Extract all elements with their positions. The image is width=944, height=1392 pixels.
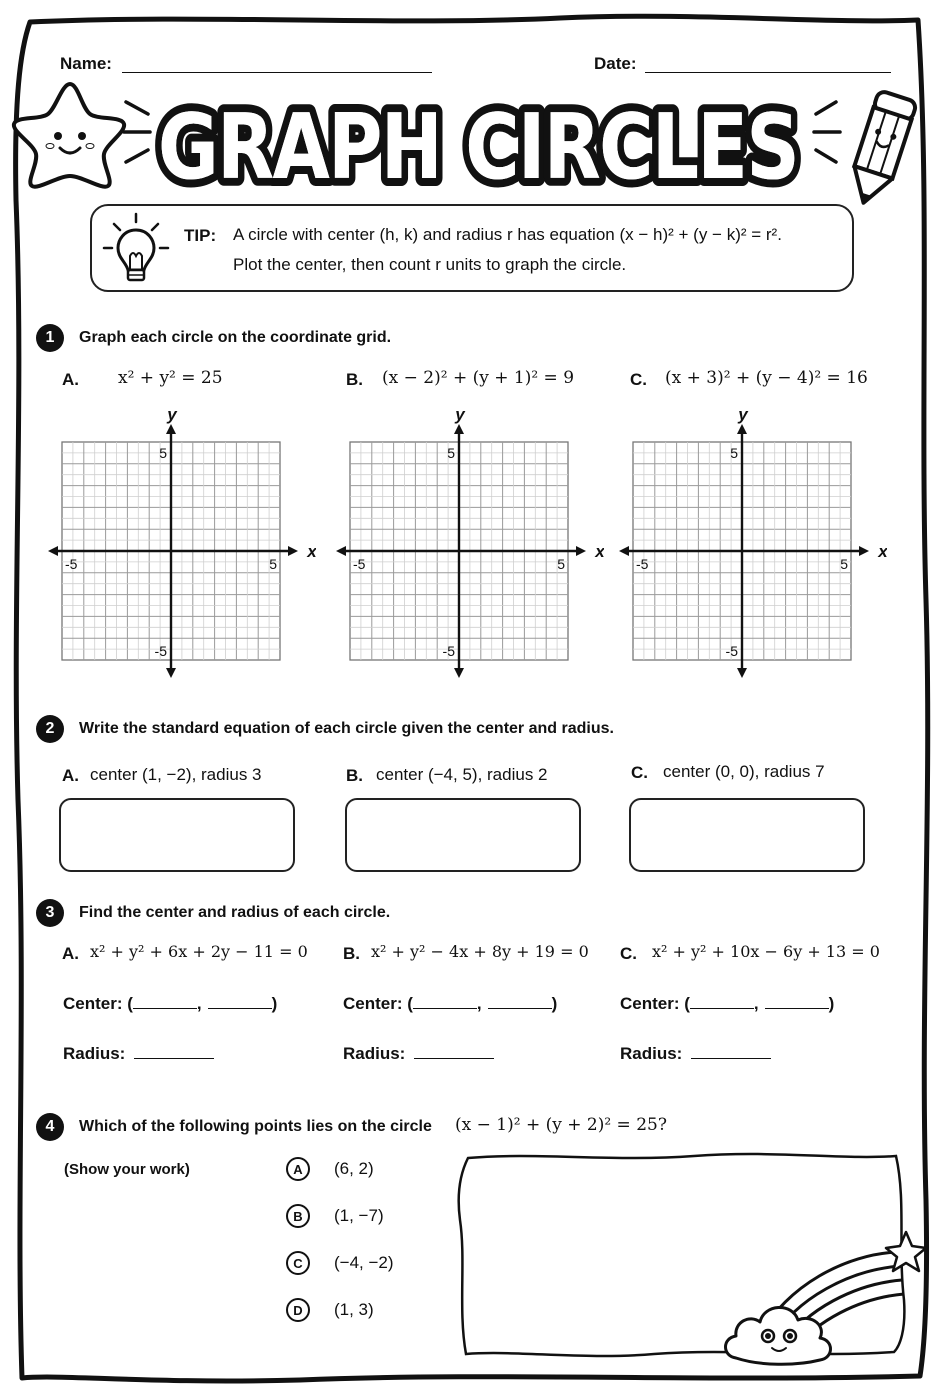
y-axis-arrow-up: [166, 424, 176, 434]
option-a-value: (6, 2): [334, 1159, 374, 1178]
q3b-center-label: Center:: [343, 994, 403, 1013]
tick-label-x-max: 5: [557, 556, 565, 572]
q1a-equation: x² + y² = 25: [118, 368, 223, 388]
q3c-center-k-blank[interactable]: [765, 1008, 829, 1009]
q2c-letter: C.: [631, 763, 648, 782]
star-mascot-icon: [8, 78, 128, 190]
title-fill-text: GRAPH CIRCLES: [158, 95, 798, 196]
rainbow-cloud-icon: [716, 1226, 928, 1376]
q3c-center-h-blank[interactable]: [690, 1008, 754, 1009]
q3b-radius-blank[interactable]: [414, 1058, 494, 1059]
y-axis-arrow-down: [737, 668, 747, 678]
q1c-letter: C.: [630, 370, 647, 389]
x-axis-arrow-right: [859, 546, 869, 556]
q1-prompt: Graph each circle on the coordinate grid.: [79, 329, 392, 346]
x-axis-arrow-left: [48, 546, 58, 556]
grid-svg: [334, 404, 604, 679]
option-c-value: (−4, −2): [334, 1253, 394, 1272]
tick-label-y-max: 5: [730, 445, 738, 461]
tick-label-x-min: -5: [636, 556, 649, 572]
name-field[interactable]: [122, 72, 432, 73]
q3c-equation: x² + y² + 10x − 6y + 13 = 0: [652, 942, 880, 961]
tick-label-x-min: -5: [353, 556, 366, 572]
q3a-center-h-blank[interactable]: [133, 1008, 197, 1009]
grid-svg: [46, 404, 316, 679]
close-paren: ): [271, 994, 278, 1013]
q3c-radius-row: [620, 1044, 771, 1064]
q4-equation: (x − 1)² + (y + 2)² = 25?: [455, 1115, 667, 1135]
tick-label-y-min: -5: [725, 643, 738, 659]
q3c-radius-label: Radius:: [620, 1044, 683, 1063]
tick-label-y-max: 5: [447, 445, 455, 461]
close-paren: ): [551, 994, 558, 1013]
q3b-center-h-blank[interactable]: [413, 1008, 477, 1009]
option-b-value: (1, −7): [334, 1206, 384, 1225]
q1c-equation: (x + 3)² + (y − 4)² = 16: [665, 368, 868, 388]
q3b-radius-label: Radius:: [343, 1044, 406, 1063]
q1-number-badge: 1: [36, 324, 64, 352]
q3a-letter: A.: [62, 944, 79, 963]
name-label: Name:: [60, 54, 112, 73]
q2a-letter: A.: [62, 766, 79, 785]
y-axis-arrow-down: [454, 668, 464, 678]
q3b-equation: x² + y² − 4x + 8y + 19 = 0: [371, 942, 589, 961]
q4-prompt: Which of the following points lies on the circle: [79, 1118, 432, 1135]
date-label: Date:: [594, 54, 637, 73]
comma: ,: [196, 994, 202, 1013]
title-outline-text: GRAPH CIRCLES: [158, 95, 798, 196]
tick-label-x-max: 5: [269, 556, 277, 572]
lightbulb-icon: [100, 210, 172, 290]
q3a-center-row: [63, 994, 277, 1014]
option-b-circle[interactable]: B: [286, 1204, 310, 1228]
y-axis-label: y: [167, 405, 177, 424]
option-d-value: (1, 3): [334, 1300, 374, 1319]
x-axis-label: x: [595, 542, 604, 561]
q3-prompt: Find the center and radius of each circle.: [79, 904, 391, 921]
grid-svg: [617, 404, 887, 679]
tip-label: TIP:: [184, 226, 217, 245]
q1a-letter: A.: [62, 370, 79, 389]
option-a-circle[interactable]: A: [286, 1157, 310, 1181]
x-axis-arrow-left: [336, 546, 346, 556]
x-axis-label: x: [307, 542, 316, 561]
y-axis-label: y: [455, 405, 465, 424]
q2b-text: center (−4, 5), radius 2: [376, 765, 548, 784]
q2a-answer-box[interactable]: [59, 798, 295, 872]
q2b-letter: B.: [346, 766, 363, 785]
q3-number-badge: 3: [36, 899, 64, 927]
q3a-center-k-blank[interactable]: [208, 1008, 272, 1009]
q2c-answer-box[interactable]: [629, 798, 865, 872]
q3b-radius-row: [343, 1044, 494, 1064]
x-axis-arrow-right: [288, 546, 298, 556]
comma: ,: [476, 994, 482, 1013]
q3a-radius-row: [63, 1044, 214, 1064]
x-axis-arrow-left: [619, 546, 629, 556]
tick-label-y-min: -5: [154, 643, 167, 659]
coordinate-grid-b[interactable]: [334, 404, 604, 684]
tick-label-x-min: -5: [65, 556, 78, 572]
q1b-letter: B.: [346, 370, 363, 389]
q3b-letter: B.: [343, 944, 360, 963]
date-field[interactable]: [645, 72, 891, 73]
q3a-center-label: Center:: [63, 994, 123, 1013]
q3c-center-label: Center:: [620, 994, 680, 1013]
q4-show-work: (Show your work): [64, 1161, 190, 1178]
q3c-center-row: [620, 994, 834, 1014]
y-axis-arrow-down: [166, 668, 176, 678]
tip-line-1: A circle with center (h, k) and radius r has equation (x − h)² + (y − k)² = r².: [233, 225, 782, 244]
q3c-letter: C.: [620, 944, 637, 963]
tip-line-2: Plot the center, then count r units to graph the circle.: [233, 255, 627, 274]
y-axis-arrow-up: [454, 424, 464, 434]
q4-number-badge: 4: [36, 1113, 64, 1141]
pencil-mascot-icon: [838, 76, 928, 216]
tick-label-y-max: 5: [159, 445, 167, 461]
comma: ,: [753, 994, 759, 1013]
option-c-circle[interactable]: C: [286, 1251, 310, 1275]
q3b-center-row: [343, 994, 557, 1014]
q2-number-badge: 2: [36, 715, 64, 743]
open-paren: (: [684, 994, 690, 1013]
open-paren: (: [127, 994, 133, 1013]
open-paren: (: [407, 994, 413, 1013]
x-axis-arrow-right: [576, 546, 586, 556]
q2b-answer-box[interactable]: [345, 798, 581, 872]
q3a-equation: x² + y² + 6x + 2y − 11 = 0: [90, 942, 308, 961]
y-axis-label: y: [738, 405, 748, 424]
q3c-radius-blank[interactable]: [691, 1058, 771, 1059]
worksheet-title: [148, 86, 808, 196]
tick-label-x-max: 5: [840, 556, 848, 572]
q3a-radius-label: Radius:: [63, 1044, 126, 1063]
coordinate-grid-a[interactable]: [46, 404, 316, 684]
option-d-circle[interactable]: D: [286, 1298, 310, 1322]
q1b-equation: (x − 2)² + (y + 1)² = 9: [382, 368, 575, 388]
y-axis-arrow-up: [737, 424, 747, 434]
q2c-text: center (0, 0), radius 7: [663, 762, 825, 781]
coordinate-grid-c[interactable]: [617, 404, 887, 684]
q3b-center-k-blank[interactable]: [488, 1008, 552, 1009]
q2-prompt: Write the standard equation of each circle given the center and radius.: [79, 720, 614, 737]
close-paren: ): [828, 994, 835, 1013]
tick-label-y-min: -5: [442, 643, 455, 659]
q2a-text: center (1, −2), radius 3: [90, 765, 262, 784]
q3a-radius-blank[interactable]: [134, 1058, 214, 1059]
x-axis-label: x: [878, 542, 887, 561]
